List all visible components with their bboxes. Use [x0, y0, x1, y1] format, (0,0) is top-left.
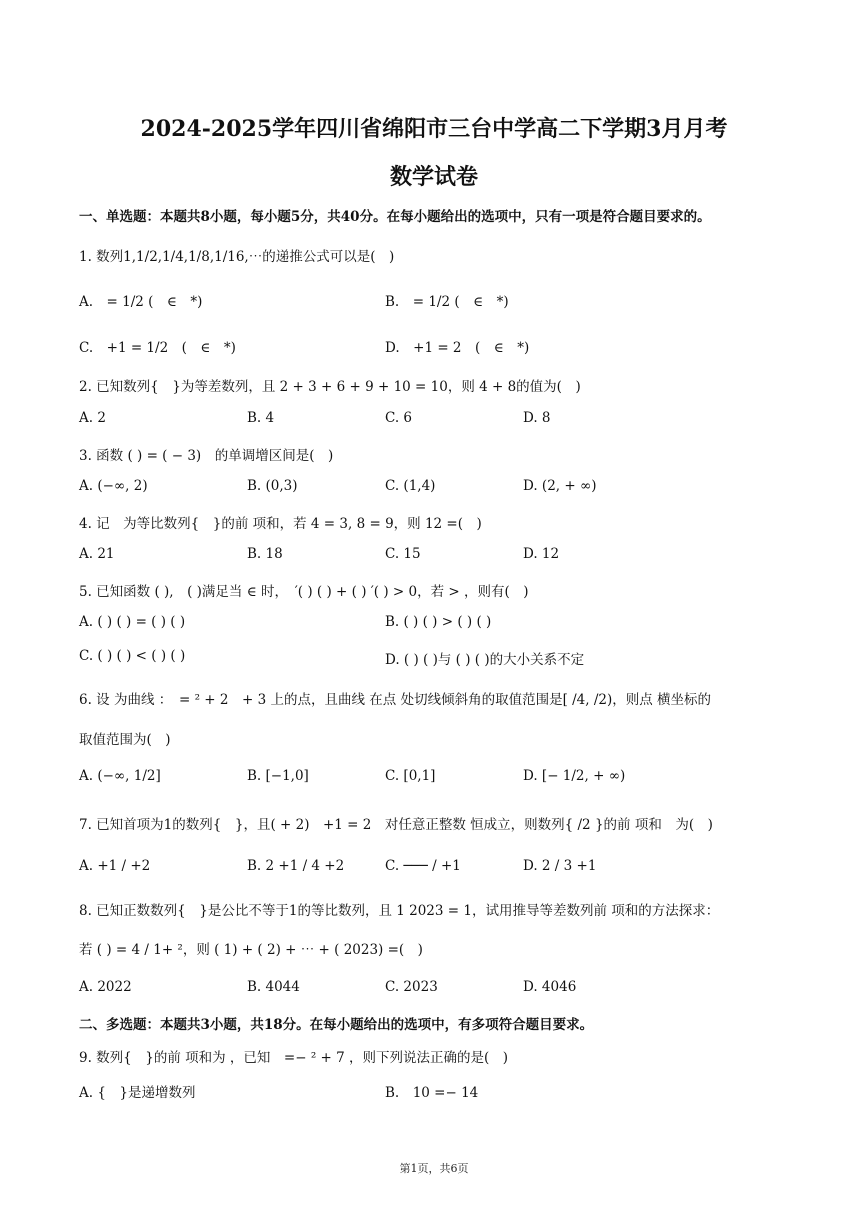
q9-stem: 9. 数列{ }的前 项和为 ，已知 =− ² + 7 ，则下列说法正确的是( )	[79, 1050, 509, 1066]
page-footer: 第1页，共6页	[399, 1162, 469, 1175]
q9-option-a: A. { }是递增数列	[79, 1085, 196, 1101]
q2-option-c: C. 6	[385, 410, 413, 426]
q6-option-c: C. [0,1]	[385, 768, 436, 784]
section-multiple-choice: 二、多选题：本题共3小题，共18分。在每小题给出的选项中，有多项符合题目要求。	[79, 1017, 594, 1033]
exam-subtitle: 数学试卷	[389, 164, 478, 190]
q1-option-a: A. = 1/2 ( ∈ *)	[79, 294, 203, 310]
q4-option-d: D. 12	[523, 546, 560, 562]
q7-option-a: A. +1 / +2	[79, 858, 151, 874]
q6-stem-line1: 6. 设 为曲线 ： = ² + 2 + 3 上的点，且曲线 在点 处切线倾斜角的取值范围是[ /4, /2)，则点 横坐标的	[79, 692, 712, 708]
q2-option-a: A. 2	[79, 410, 106, 426]
q3-stem: 3. 函数 ( ) = ( − 3) 的单调增区间是( )	[79, 448, 334, 464]
q6-option-b: B. [−1,0]	[247, 768, 309, 784]
q2-option-d: D. 8	[523, 410, 551, 426]
q7-option-b: B. 2 +1 / 4 +2	[247, 858, 345, 874]
q1-stem: 1. 数列1,1/2,1/4,1/8,1/16,⋯的递推公式可以是( )	[79, 249, 395, 265]
q9-option-b: B. 10 =− 14	[385, 1085, 479, 1101]
q8-option-b: B. 4044	[247, 979, 300, 995]
q6-option-a: A. (−∞, 1/2]	[79, 768, 161, 784]
q7-option-c: C. ─── / +1	[385, 858, 461, 874]
q3-option-b: B. (0,3)	[247, 478, 298, 494]
q5-option-a: A. ( ) ( ) = ( ) ( )	[79, 614, 186, 630]
q7-option-d: D. 2 / 3 +1	[523, 858, 597, 874]
q7-stem: 7. 已知首项为1的数列{ }，且( + 2) +1 = 2 对任意正整数 恒成立，则数列{ /2 }的前 项和 为( )	[79, 817, 713, 833]
q4-option-a: A. 21	[79, 546, 115, 562]
q1-option-b: B. = 1/2 ( ∈ *)	[385, 294, 509, 310]
q5-option-d: D. ( ) ( )与 ( ) ( )的大小关系不定	[385, 652, 585, 668]
q6-option-d: D. [− 1/2, + ∞)	[523, 768, 626, 784]
q3-option-a: A. (−∞, 2)	[79, 478, 148, 494]
exam-title: 2024-2025学年四川省绵阳市三台中学高二下学期3月月考	[140, 116, 728, 142]
q8-option-a: A. 2022	[79, 979, 132, 995]
q4-stem: 4. 记 为等比数列{ }的前 项和，若 4 = 3, 8 = 9，则 12 =( )	[79, 516, 482, 532]
section-single-choice: 一、单选题：本题共8小题，每小题5分，共40分。在每小题给出的选项中，只有一项是符合题目要求的。	[79, 209, 711, 225]
q1-option-d: D. +1 = 2 ( ∈ *)	[385, 340, 530, 356]
q5-option-b: B. ( ) ( ) > ( ) ( )	[385, 614, 492, 630]
q8-option-d: D. 4046	[523, 979, 577, 995]
q1-option-c: C. +1 = 1/2 ( ∈ *)	[79, 340, 236, 356]
q8-option-c: C. 2023	[385, 979, 438, 995]
q5-stem: 5. 已知函数 ( ), ( )满足当 ∈ 时， ′( ) ( ) + ( ) ′( ) > 0，若 > ，则有( )	[79, 584, 529, 600]
q2-stem: 2. 已知数列{ }为等差数列，且 2 + 3 + 6 + 9 + 10 = 10，则 4 + 8的值为( )	[79, 379, 581, 395]
q5-option-c: C. ( ) ( ) < ( ) ( )	[79, 648, 186, 664]
q3-option-c: C. (1,4)	[385, 478, 436, 494]
q4-option-c: C. 15	[385, 546, 421, 562]
q6-stem-line2: 取值范围为( )	[79, 732, 171, 748]
q3-option-d: D. (2, + ∞)	[523, 478, 597, 494]
q8-stem-line2: 若 ( ) = 4 / 1+ ²，则 ( 1) + ( 2) + ⋯ + ( 2023) =( )	[79, 942, 423, 958]
q2-option-b: B. 4	[247, 410, 275, 426]
q8-stem-line1: 8. 已知正数数列{ }是公比不等于1的等比数列，且 1 2023 = 1，试用推导等差数列前 项和的方法探求：	[79, 903, 720, 919]
q4-option-b: B. 18	[247, 546, 283, 562]
